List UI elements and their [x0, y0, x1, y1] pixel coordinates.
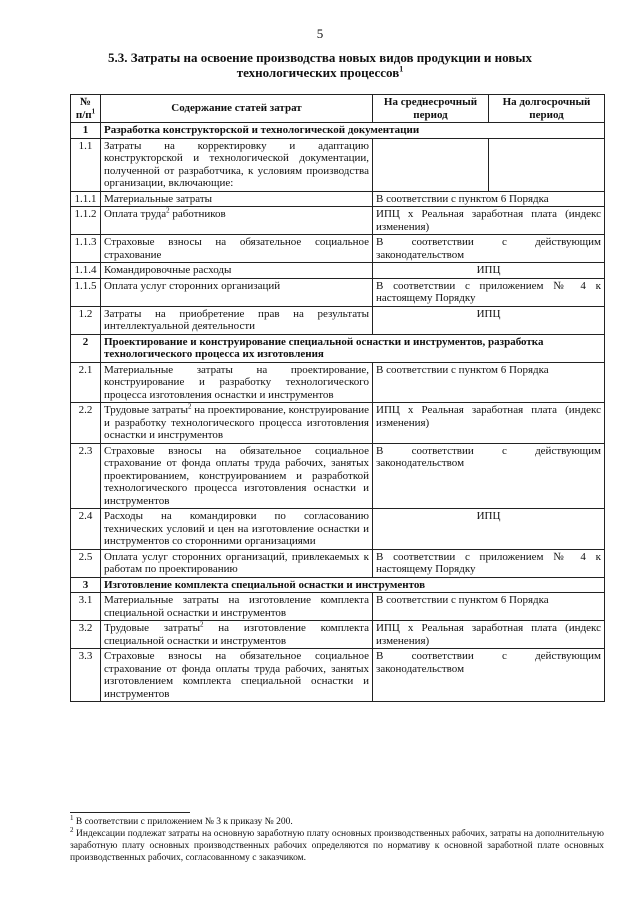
row-value: В соответствии с пунктом 6 Порядка [373, 362, 605, 403]
section-title-text: 5.3. Затраты на освоение производства новых видов продукции и новых технологических процессов [107, 50, 533, 80]
row-number: 1.1 [71, 138, 101, 191]
row-description: Затраты на приобретение прав на результаты интеллектуальной деятельности [101, 306, 373, 334]
row-description: Оплата услуг сторонних организаций [101, 278, 373, 306]
row-description: Трудовые затраты$^2$ на изготовление комплекта специальной оснастки и инструментов [101, 621, 373, 649]
table-row [71, 593, 605, 621]
row-description: Материальные затраты на изготовление комплекта специальной оснастки и инструментов [101, 593, 373, 621]
header-long-term: На долгосрочный период [489, 95, 605, 123]
table-row [71, 549, 605, 577]
section-title: Проектирование и конструирование специальной оснастки и инструментов, разработка технологического процесса их изготовления [101, 334, 605, 362]
row-description: Материальные затраты на проектирование, конструирование и разработку технологического процесса изготовления оснастки и инструментов [101, 362, 373, 403]
page-number: 5 [316, 26, 324, 41]
section-number: 2 [71, 334, 101, 362]
section-title: Изготовление комплекта специальной оснастки и инструментов [101, 577, 605, 593]
section-number: 1 [71, 123, 101, 139]
table-row [71, 443, 605, 509]
row-description: Оплата труда$^2$ работников [101, 207, 373, 235]
section-title: Разработка конструкторской и технологической документации [101, 123, 605, 139]
row-description: Расходы на командировки по согласованию технических условий и цен на изготовление оснастки и инструментов со сторонними организациями [101, 509, 373, 550]
title-footnote-mark: 1 [399, 64, 404, 74]
row-number: 2.3 [71, 443, 101, 509]
table-body [71, 123, 605, 702]
row-value: В соответствии с действующим законодательством [373, 649, 605, 702]
table-row [71, 509, 605, 550]
table-row [71, 235, 605, 263]
row-value: ИПЦ х Реальная заработная плата (индекс изменения) [373, 403, 605, 444]
row-number: 1.1.2 [71, 207, 101, 235]
row-number: 2.1 [71, 362, 101, 403]
footnote-divider [70, 812, 190, 813]
footnote: $^2$ Индексации подлежат затраты на основную заработную плату основных производственных рабочих, затраты на дополнительную заработную плату основных производственных рабочих определяются по нормативу к основной заработной плате основных производственных рабочих, согласованному с заказчиком. [70, 825, 604, 863]
footnote-mark: 2 [200, 620, 204, 629]
table-row [71, 306, 605, 334]
footnotes [70, 813, 604, 864]
row-description: Страховые взносы на обязательное социальное страхование от фонда оплаты труда рабочих, занятых изготовлением комплекта специальной оснастки и инструментов [101, 649, 373, 702]
row-value: ИПЦ х Реальная заработная плата (индекс изменения) [373, 621, 605, 649]
table-row [71, 207, 605, 235]
row-number: 3.3 [71, 649, 101, 702]
section-row [71, 577, 605, 593]
row-value: В соответствии с приложением № 4 к настоящему Порядку [373, 278, 605, 306]
footnote: $^1$ В соответствии с приложением № 3 к приказу № 200. [70, 813, 293, 827]
table-row [71, 403, 605, 444]
row-value: ИПЦ [373, 306, 605, 334]
row-value: ИПЦ [373, 263, 605, 279]
footnote-mark: 2 [187, 402, 192, 411]
row-value: В соответствии с приложением № 4 к настоящему Порядку [373, 549, 605, 577]
row-number: 3.2 [71, 621, 101, 649]
header-content: Содержание статей затрат [101, 95, 373, 123]
table-row [71, 191, 605, 207]
row-value-medium [373, 138, 489, 191]
footnote-mark: 2 [70, 825, 74, 834]
section-row [71, 123, 605, 139]
row-number: 2.5 [71, 549, 101, 577]
table-row [71, 362, 605, 403]
table-row [71, 138, 605, 191]
row-number: 1.1.3 [71, 235, 101, 263]
header-medium-term: На среднесрочный период [373, 95, 489, 123]
row-number: 3.1 [71, 593, 101, 621]
section-row [71, 334, 605, 362]
section-number: 3 [71, 577, 101, 593]
row-value-long [489, 138, 605, 191]
row-value: В соответствии с пунктом 6 Порядка [373, 191, 605, 207]
row-value: ИПЦ х Реальная заработная плата (индекс изменения) [373, 207, 605, 235]
table-row [71, 621, 605, 649]
table-row [71, 649, 605, 702]
row-description: Затраты на корректировку и адаптацию конструкторской и технологической документации, полученной от разработчика, к условиям производства организации, включающие: [101, 138, 373, 191]
row-number: 1.1.4 [71, 263, 101, 279]
row-number: 1.1.1 [71, 191, 101, 207]
cost-items-table [70, 94, 605, 702]
row-description: Командировочные расходы [101, 263, 373, 279]
row-description: Материальные затраты [101, 191, 373, 207]
row-number: 2.4 [71, 509, 101, 550]
row-value: ИПЦ [373, 509, 605, 550]
section-title [80, 50, 560, 80]
footnote-mark: 2 [166, 206, 170, 215]
row-description: Страховые взносы на обязательное социальное страхование [101, 235, 373, 263]
header-num: № $п/п^1$ [71, 95, 101, 123]
row-description: Трудовые затраты$^2$ на проектирование, конструирование и разработку технологического процесса изготовления оснастки и инструментов [101, 403, 373, 444]
row-number: 2.2 [71, 403, 101, 444]
row-value: В соответствии с пунктом 6 Порядка [373, 593, 605, 621]
row-description: Оплата услуг сторонних организаций, привлекаемых к работам по проектированию [101, 549, 373, 577]
row-description: Страховые взносы на обязательное социальное страхование от фонда оплаты труда рабочих, занятых проектированием, конструированием и разработкой технологического процесса изготовления оснастки и инструментов [101, 443, 373, 509]
table-row [71, 263, 605, 279]
footnote-mark: 1 [70, 813, 74, 822]
table-row [71, 278, 605, 306]
row-value: В соответствии с действующим законодательством [373, 443, 605, 509]
row-value: В соответствии с действующим законодательством [373, 235, 605, 263]
row-number: 1.2 [71, 306, 101, 334]
row-number: 1.1.5 [71, 278, 101, 306]
table-header-row [71, 95, 605, 123]
